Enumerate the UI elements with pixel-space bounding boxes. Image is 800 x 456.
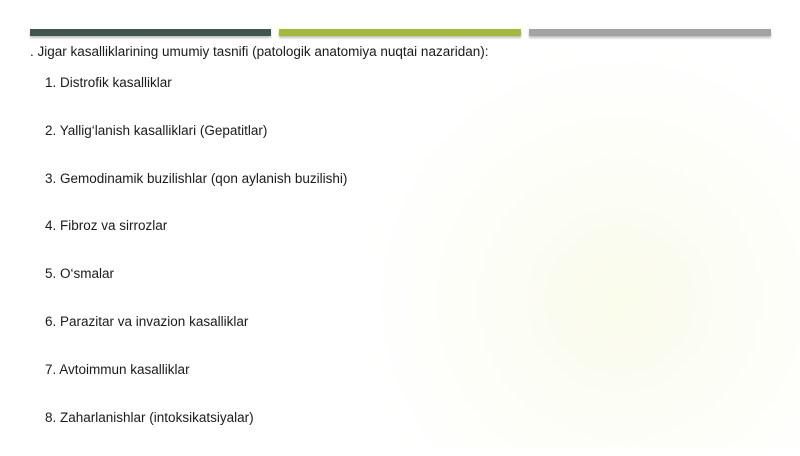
list-item: 8. Zaharlanishlar (intoksikatsiyalar): [45, 409, 254, 425]
classification-list: [45, 74, 347, 456]
accent-bar-gray: [529, 29, 771, 36]
list-item: 6. Parazitar va invazion kasalliklar: [45, 313, 249, 329]
list-item: 3. Gemodinamik buzilishlar (qon aylanish buzilishi): [45, 170, 348, 186]
list-item: 5. O‘smalar: [45, 266, 115, 282]
header-accent-bars: [30, 29, 771, 37]
slide-heading: . Jigar kasalliklarining umumiy tasnifi (patologik anatomiya nuqtai nazaridan):: [30, 44, 489, 59]
accent-bar-dark-green: [30, 29, 271, 36]
accent-bar-lime: [279, 29, 521, 36]
list-item: 7. Avtoimmun kasalliklar: [45, 361, 190, 377]
list-item: 2. Yallig‘lanish kasalliklari (Gepatitlar): [45, 122, 268, 138]
list-item: 4. Fibroz va sirrozlar: [45, 218, 168, 234]
list-item: 1. Distrofik kasalliklar: [45, 75, 172, 90]
